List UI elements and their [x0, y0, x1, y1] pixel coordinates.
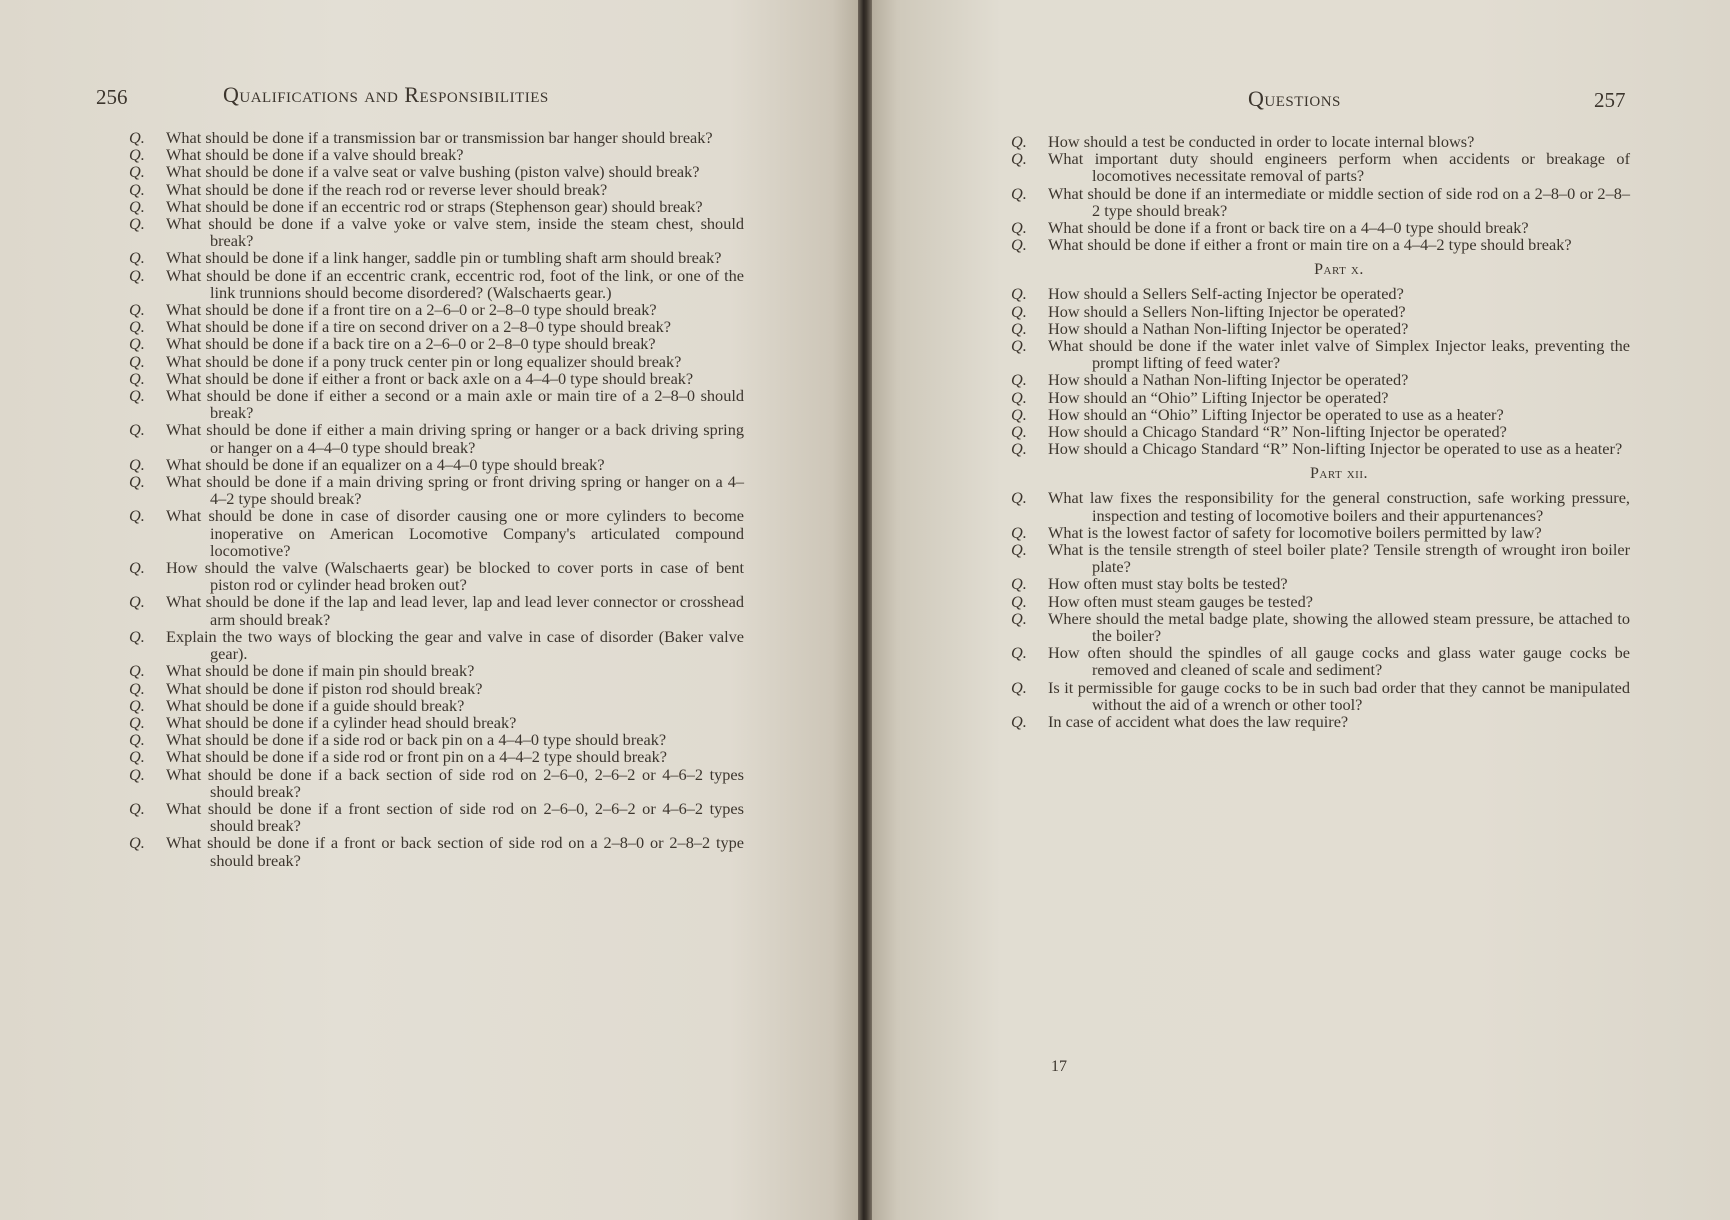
question-marker: Q. — [129, 317, 145, 337]
question-text: What should be done if an eccentric crank, eccentric rod, foot of the link, or one of the link trunnions should become disordered? (Walschaerts gear.) — [166, 265, 744, 302]
question-text: How should a Nathan Non-lifting Injector be operated? — [1048, 370, 1409, 390]
question-item — [129, 317, 744, 337]
question-item — [129, 798, 744, 836]
question-item — [129, 162, 744, 182]
question-marker: Q. — [129, 764, 145, 784]
question-marker: Q. — [129, 179, 145, 199]
question-item — [129, 678, 744, 698]
question-marker: Q. — [129, 334, 145, 354]
question-marker: Q. — [129, 661, 145, 681]
question-text: What should be done if a valve should break? — [166, 145, 464, 165]
question-item — [1011, 318, 1630, 338]
question-text: How should a Sellers Non-lifting Injector be operated? — [1048, 301, 1406, 321]
right-page — [872, 0, 1730, 1220]
question-text: Is it permissible for gauge cocks to be in such bad order that they cannot be manipulated without the aid of a wrench or other tool? — [1048, 677, 1630, 714]
question-item — [129, 214, 744, 251]
question-item — [129, 128, 744, 147]
question-marker: Q. — [129, 386, 145, 406]
question-marker: Q. — [129, 695, 145, 715]
signature-mark: 17 — [1051, 1058, 1067, 1075]
question-marker: Q. — [1011, 183, 1027, 203]
question-item — [1011, 712, 1630, 732]
question-text: Explain the two ways of blocking the gear and valve in case of disorder (Baker valve gear). — [166, 626, 744, 664]
question-marker: Q. — [129, 506, 145, 526]
question-marker: Q. — [1011, 574, 1027, 594]
question-item — [129, 626, 744, 664]
question-marker: Q. — [129, 300, 145, 320]
question-marker: Q. — [129, 265, 145, 285]
question-text: What should be done if a tire on second driver on a 2–8–0 type should break? — [166, 317, 672, 337]
question-text: What should be done if a front tire on a 2–6–0 or 2–8–0 type should break? — [166, 300, 657, 320]
question-text: What should be done if a valve yoke or valve stem, inside the steam chest, should break? — [166, 214, 744, 251]
question-item — [129, 661, 744, 681]
question-item — [129, 368, 744, 388]
question-text: How should a test be conducted in order to locate internal blows? — [1048, 132, 1475, 151]
question-item — [129, 558, 744, 595]
question-text: What should be done if an equalizer on a 4–4–0 type should break? — [166, 454, 605, 474]
question-item — [129, 730, 744, 750]
question-marker: Q. — [1011, 336, 1027, 356]
question-text: What is the lowest factor of safety for locomotive boilers permitted by law? — [1048, 522, 1542, 542]
question-item — [129, 454, 744, 474]
question-item — [1011, 387, 1630, 407]
question-item — [129, 300, 744, 320]
part-x-heading: Part x. — [1314, 261, 1364, 279]
question-marker: Q. — [1011, 439, 1027, 459]
question-text: How should a Chicago Standard “R” Non-lifting Injector be operated to use as a heater? — [1048, 439, 1623, 459]
question-text: How often must stay bolts be tested? — [1048, 574, 1288, 594]
question-text: What should be done if either a main driving spring or hanger or a back driving spring or hanger on a 4–4–0 type should break? — [166, 420, 744, 457]
question-marker: Q. — [1011, 608, 1027, 628]
question-text: What should be done if a main driving spring or front driving spring or hanger on a 4–4–2 type should break? — [166, 472, 744, 509]
question-item — [129, 695, 744, 715]
right-question-list-a — [1011, 132, 1630, 255]
question-text: What should be done if a front section of side rod on 2–6–0, 2–6–2 or 4–6–2 types should break? — [166, 798, 744, 836]
question-item — [129, 747, 744, 767]
question-item — [1011, 183, 1630, 220]
question-item — [129, 351, 744, 371]
question-text: How should a Chicago Standard “R” Non-lifting Injector be operated? — [1048, 422, 1507, 442]
question-marker: Q. — [1011, 284, 1027, 304]
question-text: What should be done if either a front or main tire on a 4–4–2 type should break? — [1048, 235, 1572, 255]
question-item — [1011, 439, 1630, 459]
question-marker: Q. — [129, 747, 145, 767]
question-item — [1011, 522, 1630, 542]
question-text: How should an “Ohio” Lifting Injector be operated to use as a heater? — [1048, 404, 1504, 424]
question-item — [1011, 608, 1630, 646]
question-item — [129, 386, 744, 423]
question-text: What should be done if a front or back section of side rod on a 2–8–0 or 2–8–2 type should break? — [166, 833, 744, 870]
question-item — [1011, 574, 1630, 594]
question-text: What should be done if main pin should break? — [166, 661, 475, 681]
question-text: How often should the spindles of all gauge cocks and glass water gauge cocks be removed and cleaned of scale and sediment? — [1048, 643, 1630, 680]
question-text: In case of accident what does the law require? — [1048, 712, 1349, 732]
question-item — [129, 179, 744, 199]
question-text: What should be done if a back section of side rod on 2–6–0, 2–6–2 or 4–6–2 types should break? — [166, 764, 744, 801]
question-marker: Q. — [129, 162, 145, 182]
right-running-head: Questions — [1248, 86, 1341, 111]
question-item — [1011, 422, 1630, 442]
question-marker: Q. — [1011, 522, 1027, 542]
question-marker: Q. — [129, 730, 145, 750]
question-text: How should a Nathan Non-lifting Injector be operated? — [1048, 318, 1409, 338]
question-marker: Q. — [1011, 422, 1027, 442]
left-question-list — [129, 128, 744, 870]
question-text: What should be done in case of disorder causing one or more cylinders to become inoperative on American Locomotive Company's articulated compound locomotive? — [166, 506, 744, 560]
right-page-number: 257 — [1594, 88, 1626, 112]
question-text: How should the valve (Walschaerts gear) be blocked to cover ports in case of bent piston rod or cylinder head broken out? — [166, 558, 744, 595]
question-marker: Q. — [129, 472, 145, 492]
question-text: What should be done if a pony truck center pin or long equalizer should break? — [166, 351, 682, 371]
question-item — [1011, 284, 1630, 304]
question-marker: Q. — [1011, 149, 1027, 169]
question-marker: Q. — [129, 128, 145, 147]
question-text: What law fixes the responsibility for the general construction, safe working pressure, inspection and testing of locomotive boilers and their appurtenances? — [1048, 488, 1630, 525]
question-marker: Q. — [129, 592, 145, 612]
question-marker: Q. — [129, 558, 145, 578]
question-text: What should be done if a transmission bar or transmission bar hanger should break? — [166, 128, 713, 147]
question-item — [129, 334, 744, 354]
question-marker: Q. — [1011, 301, 1027, 321]
question-item — [1011, 218, 1630, 238]
left-page-number: 256 — [96, 85, 128, 109]
question-item — [1011, 336, 1630, 373]
question-item — [129, 592, 744, 629]
question-marker: Q. — [129, 368, 145, 388]
question-marker: Q. — [1011, 712, 1027, 732]
question-item — [1011, 540, 1630, 577]
question-text: What should be done if a link hanger, saddle pin or tumbling shaft arm should break? — [166, 248, 722, 268]
question-item — [129, 712, 744, 732]
question-marker: Q. — [1011, 404, 1027, 424]
question-item — [1011, 591, 1630, 611]
question-text: Where should the metal badge plate, showing the allowed steam pressure, be attached to the boiler? — [1048, 608, 1630, 646]
question-text: What should be done if a guide should break? — [166, 695, 465, 715]
question-marker: Q. — [1011, 488, 1027, 508]
book-gutter — [858, 0, 872, 1220]
question-text: What should be done if either a front or back axle on a 4–4–0 type should break? — [166, 368, 694, 388]
question-text: What should be done if piston rod should break? — [166, 678, 483, 698]
question-marker: Q. — [129, 798, 145, 818]
part-xii-heading: Part xii. — [1309, 465, 1368, 483]
right-question-list-b — [1011, 284, 1630, 459]
question-marker: Q. — [129, 248, 145, 268]
right-content — [1011, 132, 1630, 732]
question-item — [129, 420, 744, 457]
question-item — [129, 764, 744, 801]
question-item — [1011, 149, 1630, 186]
question-text: What should be done if the lap and lead lever, lap and lead lever connector or crosshead arm should break? — [166, 592, 744, 629]
question-item — [1011, 488, 1630, 525]
question-marker: Q. — [1011, 677, 1027, 697]
question-marker: Q. — [129, 678, 145, 698]
question-item — [129, 145, 744, 165]
question-marker: Q. — [129, 351, 145, 371]
question-text: What should be done if a side rod or back pin on a 4–4–0 type should break? — [166, 730, 667, 750]
question-item — [129, 833, 744, 870]
question-marker: Q. — [1011, 218, 1027, 238]
question-text: What should be done if an eccentric rod or straps (Stephenson gear) should break? — [166, 196, 703, 216]
question-marker: Q. — [1011, 318, 1027, 338]
question-marker: Q. — [1011, 132, 1027, 151]
question-marker: Q. — [129, 626, 145, 646]
question-text: What should be done if the water inlet valve of Simplex Injector leaks, preventing the prompt lifting of feed water? — [1048, 336, 1630, 373]
question-item — [129, 472, 744, 509]
question-item — [1011, 132, 1630, 151]
question-text: How should a Sellers Self-acting Injector be operated? — [1048, 284, 1404, 304]
question-marker: Q. — [1011, 643, 1027, 663]
question-text: What should be done if an intermediate or middle section of side rod on a 2–8–0 or 2–8–2 type should break? — [1048, 183, 1630, 220]
question-text: What should be done if a valve seat or valve bushing (piston valve) should break? — [166, 162, 700, 182]
question-text: What should be done if a front or back tire on a 4–4–0 type should break? — [1048, 218, 1529, 238]
question-marker: Q. — [1011, 387, 1027, 407]
question-marker: Q. — [1011, 235, 1027, 255]
question-text: What should be done if either a second or a main axle or main tire of a 2–8–0 should break? — [166, 386, 744, 423]
question-item — [1011, 235, 1630, 255]
question-marker: Q. — [1011, 370, 1027, 390]
question-marker: Q. — [129, 145, 145, 165]
question-item — [1011, 370, 1630, 390]
question-marker: Q. — [129, 196, 145, 216]
question-text: What should be done if a side rod or front pin on a 4–4–2 type should break? — [166, 747, 667, 767]
question-item — [129, 196, 744, 216]
question-item — [1011, 677, 1630, 714]
question-item — [1011, 643, 1630, 680]
question-marker: Q. — [1011, 540, 1027, 560]
question-text: How should an “Ohio” Lifting Injector be operated? — [1048, 387, 1389, 407]
question-text: How often must steam gauges be tested? — [1048, 591, 1313, 611]
question-marker: Q. — [129, 712, 145, 732]
question-text: What important duty should engineers perform when accidents or breakage of locomotives necessitate removal of parts? — [1048, 149, 1630, 186]
question-item — [129, 265, 744, 302]
question-text: What is the tensile strength of steel boiler plate? Tensile strength of wrought iron boiler plate? — [1048, 540, 1630, 577]
question-marker: Q. — [129, 214, 145, 234]
left-page — [0, 0, 858, 1220]
question-item — [1011, 404, 1630, 424]
left-running-head: Qualifications and Responsibilities — [223, 82, 549, 107]
question-marker: Q. — [1011, 591, 1027, 611]
question-text: What should be done if a back tire on a 2–6–0 or 2–8–0 type should break? — [166, 334, 656, 354]
question-item — [1011, 301, 1630, 321]
question-marker: Q. — [129, 454, 145, 474]
question-text: What should be done if a cylinder head should break? — [166, 712, 517, 732]
right-question-list-c — [1011, 488, 1630, 732]
question-marker: Q. — [129, 833, 145, 853]
question-item — [129, 506, 744, 560]
question-text: What should be done if the reach rod or reverse lever should break? — [166, 179, 608, 199]
question-item — [129, 248, 744, 268]
question-marker: Q. — [129, 420, 145, 440]
